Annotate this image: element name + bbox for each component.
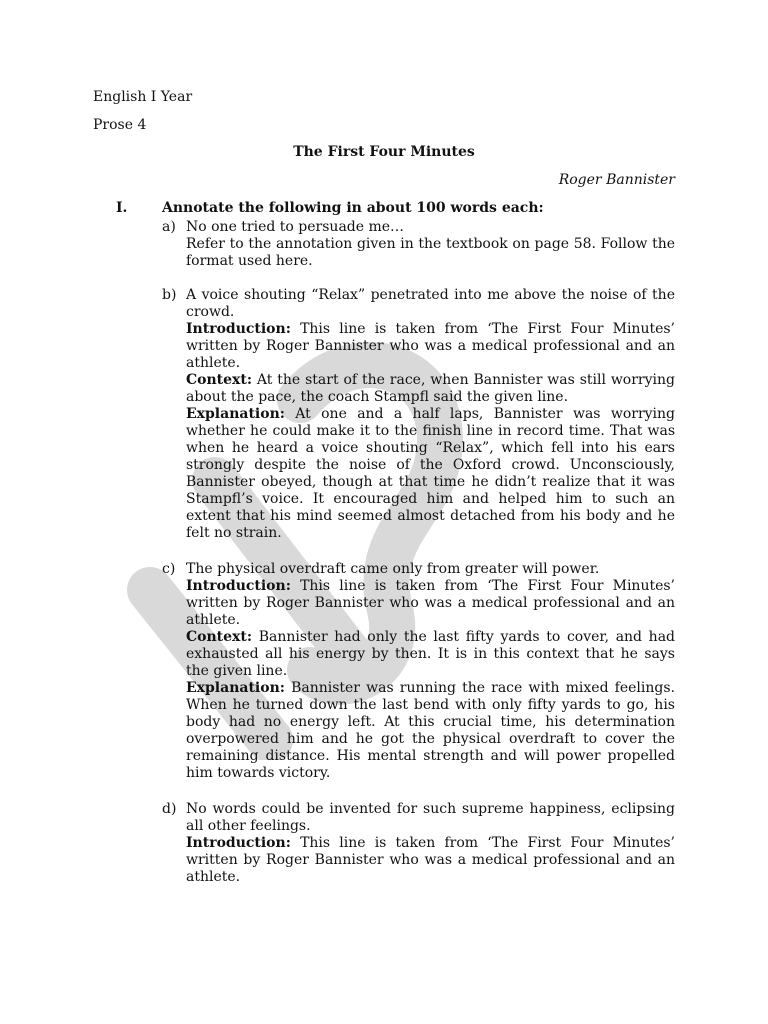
introduction-label: Introduction: [186, 835, 291, 851]
context-text: Bannister had only the last fifty yards to cover, and had exhausted all his energy by then. It is in this context that he says the given line. [186, 629, 676, 679]
context-label: Context: [186, 372, 253, 388]
annotation-item-a [162, 219, 675, 270]
introduction-paragraph [186, 578, 675, 629]
context-label: Context: [186, 629, 253, 645]
course-label: English I Year [93, 89, 193, 105]
introduction-text: This line is taken from ‘The First Four Minutes’ written by Roger Bannister who was a medical professional and an athlete. [186, 321, 676, 371]
section-number: I. [116, 200, 128, 216]
context-text: At the start of the race, when Bannister was still worrying about the pace, the coach Stampfl said the given line. [186, 372, 675, 405]
explanation-label: Explanation: [186, 680, 285, 696]
introduction-text: This line is taken from ‘The First Four Minutes’ written by Roger Bannister who was a medical professional and an athlete. [186, 578, 676, 628]
item-body [186, 219, 675, 270]
document-title: The First Four Minutes [293, 144, 475, 160]
section-heading [116, 200, 676, 216]
introduction-label: Introduction: [186, 578, 291, 594]
annotation-item-d [162, 801, 675, 886]
author-name: Roger Bannister [558, 172, 675, 188]
unit-label: Prose 4 [93, 117, 147, 133]
item-body [186, 561, 675, 782]
item-marker: b) [162, 287, 177, 303]
item-quote: No one tried to persuade me… [186, 219, 405, 235]
explanation-paragraph [186, 406, 675, 542]
item-note: Refer to the annotation given in the textbook on page 58. Follow the format used here. [186, 236, 675, 269]
context-paragraph [186, 372, 675, 406]
explanation-text: Bannister was running the race with mixed feelings. When he turned down the last bend with only fifty yards to go, his body had no energy left. At this crucial time, his determination overpowered him and he got the physical overdraft to cover the remaining distance. His mental strength and will power propelled him towards victory. [186, 680, 676, 781]
explanation-label: Explanation: [186, 406, 285, 422]
explanation-paragraph [186, 680, 675, 782]
item-quote: No words could be invented for such supreme happiness, eclipsing all other feelings. [186, 801, 675, 834]
introduction-label: Introduction: [186, 321, 291, 337]
item-quote: The physical overdraft came only from greater will power. [186, 561, 600, 577]
introduction-paragraph [186, 321, 675, 372]
section-heading-text: Annotate the following in about 100 words each: [162, 200, 544, 216]
item-body [186, 801, 675, 886]
context-paragraph [186, 629, 675, 680]
introduction-text: This line is taken from ‘The First Four Minutes’ written by Roger Bannister who was a medical professional and an athlete. [186, 835, 676, 885]
explanation-text: At one and a half laps, Bannister was worrying whether he could make it to the finish line in record time. That was when he heard a voice shouting “Relax”, which fell into his ears strongly despite the noise of the Oxford crowd. Unconsciously, Bannister obeyed, though at that time he didn’t realize that it was Stampfl’s voice. It encouraged him and helped him to such an extent that his mind seemed almost detached from his body and he felt no strain. [186, 406, 675, 541]
item-marker: c) [162, 561, 176, 577]
item-quote: A voice shouting “Relax” penetrated into me above the noise of the crowd. [186, 287, 675, 320]
item-marker: a) [162, 219, 176, 235]
introduction-paragraph [186, 835, 675, 886]
item-marker: d) [162, 801, 177, 817]
annotation-item-c [162, 561, 675, 782]
annotation-item-b [162, 287, 675, 542]
item-body [186, 287, 675, 542]
